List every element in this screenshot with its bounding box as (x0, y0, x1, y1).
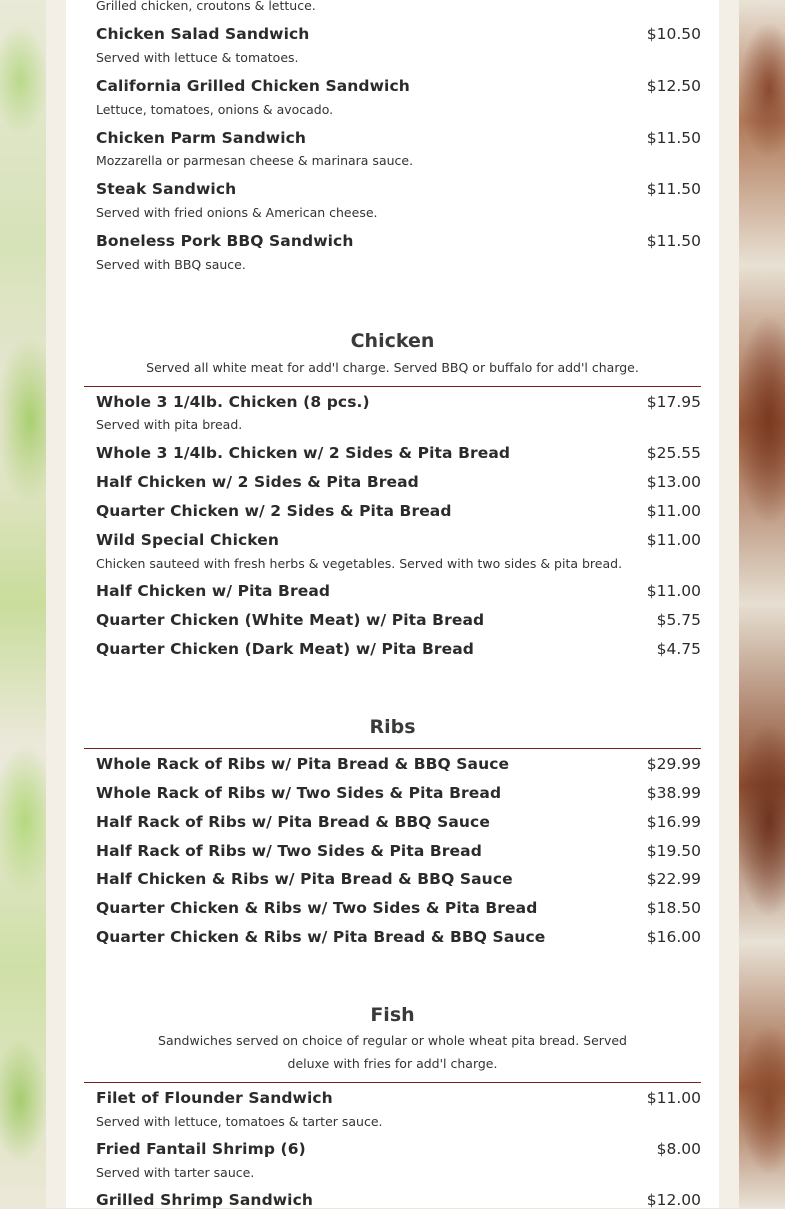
item-price: $25.55 (646, 444, 701, 462)
item-name: Boneless Pork BBQ Sandwich (96, 232, 354, 250)
item-price: $12.50 (646, 77, 701, 95)
item-price: $18.50 (646, 899, 701, 917)
section-divider (84, 1082, 701, 1083)
item-desc: Grilled chicken, croutons & lettuce. (96, 0, 316, 13)
item-name: California Grilled Chicken Sandwich (96, 77, 410, 95)
item-desc: Served with pita bread. (96, 417, 243, 432)
item-price: $17.95 (646, 393, 701, 411)
menu-item (96, 473, 701, 491)
menu-item (96, 899, 701, 917)
item-name: Quarter Chicken (Dark Meat) w/ Pita Bread (96, 640, 475, 658)
item-name: Quarter Chicken & Ribs w/ Two Sides & Pita Bread (96, 899, 538, 917)
menu-item (96, 582, 701, 600)
item-price: $11.50 (646, 232, 701, 250)
item-price: $11.50 (646, 129, 701, 147)
menu-item (96, 77, 701, 95)
section-note: Sandwiches served on choice of regular or whole wheat pita bread. Served (158, 1033, 627, 1048)
background-lettuce (0, 0, 66, 1208)
menu-item (96, 129, 701, 147)
item-name: Half Chicken w/ 2 Sides & Pita Bread (96, 473, 419, 491)
section-note: Served all white meat for add'l charge. Served BBQ or buffalo for add'l charge. (146, 360, 639, 375)
menu-item (96, 502, 701, 520)
item-price: $11.00 (646, 1089, 701, 1107)
section-note: deluxe with fries for add'l charge. (287, 1056, 498, 1071)
background-grilled-meat (719, 0, 785, 1208)
menu-item (96, 755, 701, 773)
item-price: $12.00 (646, 1191, 701, 1209)
item-price: $16.00 (646, 928, 701, 946)
item-name: Half Chicken & Ribs w/ Pita Bread & BBQ Sauce (96, 870, 513, 888)
item-price: $11.00 (646, 531, 701, 549)
menu-item (96, 842, 701, 860)
item-price: $19.50 (646, 842, 701, 860)
item-price: $29.99 (646, 755, 701, 773)
item-name: Grilled Shrimp Sandwich (96, 1191, 314, 1209)
item-desc: Served with tarter sauce. (96, 1165, 255, 1180)
item-name: Half Rack of Ribs w/ Two Sides & Pita Bread (96, 842, 482, 860)
item-name: Chicken Salad Sandwich (96, 25, 310, 43)
menu-item (96, 611, 701, 629)
item-desc: Chicken sauteed with fresh herbs & vegetables. Served with two sides & pita bread. (96, 556, 623, 571)
item-desc: Served with lettuce & tomatoes. (96, 50, 299, 65)
item-price: $16.99 (646, 813, 701, 831)
item-name: Quarter Chicken (White Meat) w/ Pita Bread (96, 611, 485, 629)
item-name: Whole 3 1/4lb. Chicken (8 pcs.) (96, 393, 370, 411)
item-price: $38.99 (646, 784, 701, 802)
menu-item (96, 1140, 701, 1158)
item-name: Quarter Chicken w/ 2 Sides & Pita Bread (96, 502, 452, 520)
item-desc: Served with lettuce, tomatoes & tarter sauce. (96, 1114, 383, 1129)
item-name: Half Chicken w/ Pita Bread (96, 582, 331, 600)
item-name: Half Rack of Ribs w/ Pita Bread & BBQ Sauce (96, 813, 490, 831)
menu-item (96, 180, 701, 198)
item-price: $11.00 (646, 502, 701, 520)
item-desc: Lettuce, tomatoes, onions & avocado. (96, 102, 334, 117)
menu-item (96, 928, 701, 946)
item-price: $8.00 (656, 1140, 701, 1158)
item-name: Whole 3 1/4lb. Chicken w/ 2 Sides & Pita Bread (96, 444, 511, 462)
item-name: Quarter Chicken & Ribs w/ Pita Bread & BBQ Sauce (96, 928, 546, 946)
item-name: Whole Rack of Ribs w/ Two Sides & Pita Bread (96, 784, 502, 802)
item-name: Wild Special Chicken (96, 531, 280, 549)
menu-item (96, 25, 701, 43)
menu-item (96, 640, 701, 658)
menu-item (96, 1191, 701, 1209)
section-title-ribs: Ribs (369, 716, 416, 738)
item-price: $11.00 (646, 582, 701, 600)
menu-item (96, 531, 701, 549)
item-name: Filet of Flounder Sandwich (96, 1089, 333, 1107)
section-title-fish: Fish (370, 1004, 415, 1026)
section-title-chicken: Chicken (350, 330, 435, 352)
item-price: $22.99 (646, 870, 701, 888)
item-desc: Mozzarella or parmesan cheese & marinara sauce. (96, 153, 414, 168)
item-desc: Served with BBQ sauce. (96, 257, 246, 272)
menu-item (96, 393, 701, 411)
menu-item (96, 813, 701, 831)
item-price: $10.50 (646, 25, 701, 43)
item-name: Chicken Parm Sandwich (96, 129, 307, 147)
menu-item (96, 870, 701, 888)
section-divider (84, 748, 701, 749)
item-name: Steak Sandwich (96, 180, 237, 198)
section-divider (84, 386, 701, 387)
menu-item (96, 784, 701, 802)
item-price: $13.00 (646, 473, 701, 491)
item-desc: Served with fried onions & American cheese. (96, 205, 378, 220)
menu-item (96, 444, 701, 462)
menu-item (96, 1089, 701, 1107)
menu-item (96, 232, 701, 250)
item-price: $5.75 (656, 611, 701, 629)
item-price: $11.50 (646, 180, 701, 198)
item-name: Whole Rack of Ribs w/ Pita Bread & BBQ Sauce (96, 755, 510, 773)
item-name: Fried Fantail Shrimp (6) (96, 1140, 306, 1158)
item-price: $4.75 (656, 640, 701, 658)
